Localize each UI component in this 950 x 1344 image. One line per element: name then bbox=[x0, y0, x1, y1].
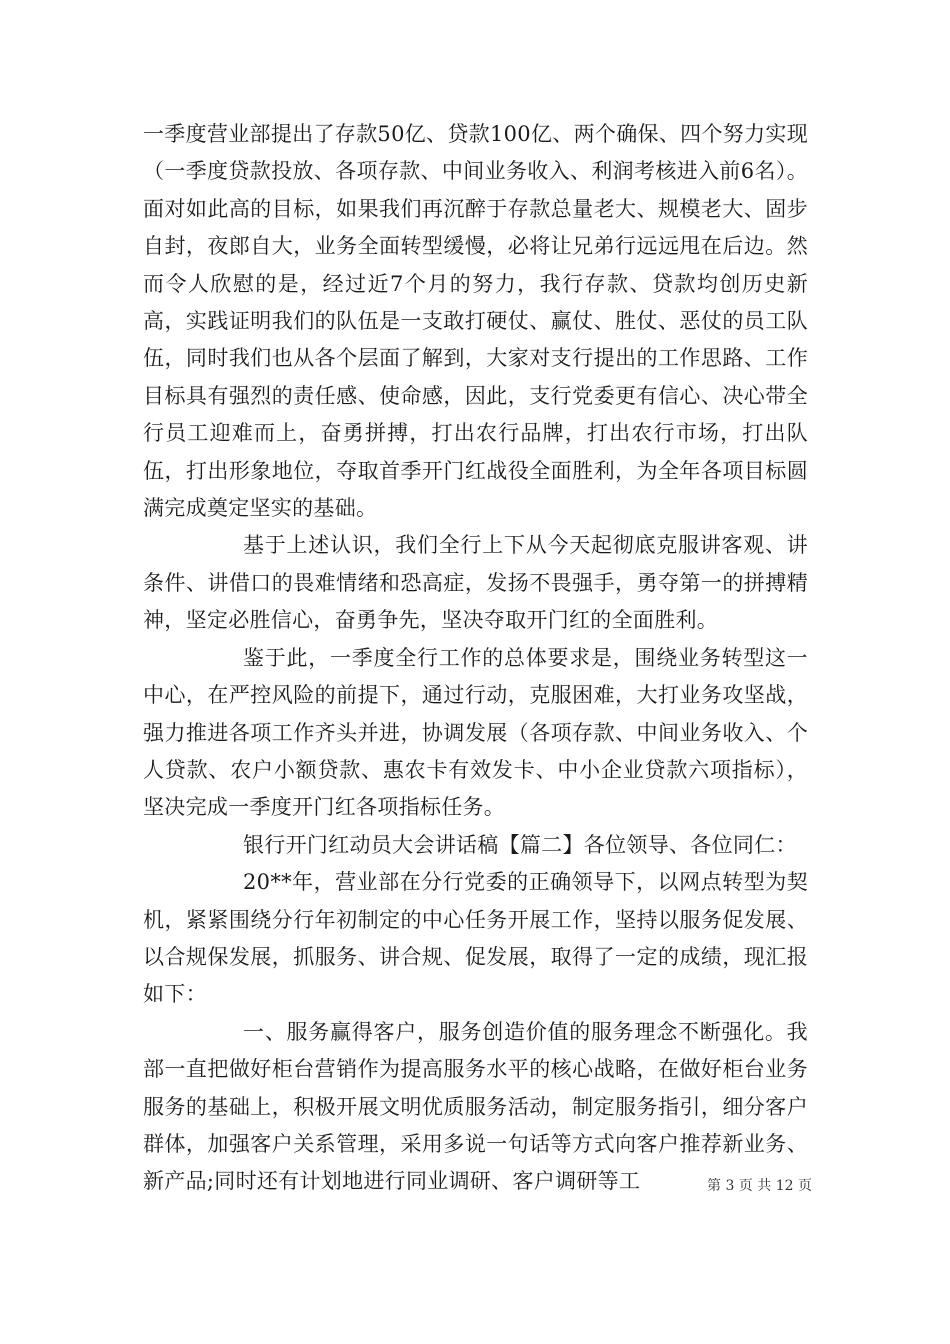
paragraph-2: 基于上述认识，我们全行上下从今天起彻底克服讲客观、讲条件、讲借口的畏难情绪和恐高症，发扬不畏强手，勇夺第一的拼搏精神，坚定必胜信心，奋勇争先，坚决夺取开门红的全面胜利。 bbox=[143, 533, 808, 633]
paragraph-6: 一、服务赢得客户，服务创造价值的服务理念不断强化。我部一直把做好柜台营销作为提高服务水平的核心战略，在做好柜台业务服务的基础上，积极开展文明优质服务活动，制定服务指引，细分客户群体，加强客户关系管理，采用多说一句话等方式向客户推荐新业务、新产品;同时还有计划地进行同业调研、客户调研等工 bbox=[143, 1019, 808, 1194]
paragraph-5: 20**年，营业部在分行党委的正确领导下，以网点转型为契机，紧紧围绕分行年初制定的中心任务开展工作，坚持以服务促发展、以合规保发展，抓服务、讲合规、促发展，取得了一定的成绩，现汇报如下： bbox=[143, 870, 808, 1007]
paragraph-3: 鉴于此，一季度全行工作的总体要求是，围绕业务转型这一中心，在严控风险的前提下，通过行动，克服困难，大打业务攻坚战，强力推进各项工作齐头并进，协调发展（各项存款、中间业务收入、个人贷款、农户小额贷款、惠农卡有效发卡、中小企业贷款六项指标），坚决完成一季度开门红各项指标任务。 bbox=[143, 645, 808, 820]
document-body bbox=[143, 116, 808, 1201]
paragraph-1: 一季度营业部提出了存款50亿、贷款100亿、两个确保、四个努力实现（一季度贷款投放、各项存款、中间业务收入、利润考核进入前6名）。面对如此高的目标，如果我们再沉醉于存款总量老大、规模老大、固步自封，夜郎自大，业务全面转型缓慢，必将让兄弟行远远甩在后边。然而令人欣慰的是，经过近7个月的努力，我行存款、贷款均创历史新高，实践证明我们的队伍是一支敢打硬仗、赢仗、胜仗、恶仗的员工队伍，同时我们也从各个层面了解到，大家对支行提出的工作思路、工作目标具有强烈的责任感、使命感，因此，支行党委更有信心、决心带全行员工迎难而上，奋勇拼搏，打出农行品牌，打出农行市场，打出队伍，打出形象地位，夺取首季开门红战役全面胜利，为全年各项目标圆满完成奠定坚实的基础。 bbox=[143, 122, 808, 521]
paragraph-4-heading: 银行开门红动员大会讲话稿【篇二】各位领导、各位同仁： bbox=[243, 832, 797, 857]
page-number: 第 3 页 共 12 页 bbox=[707, 1178, 812, 1194]
